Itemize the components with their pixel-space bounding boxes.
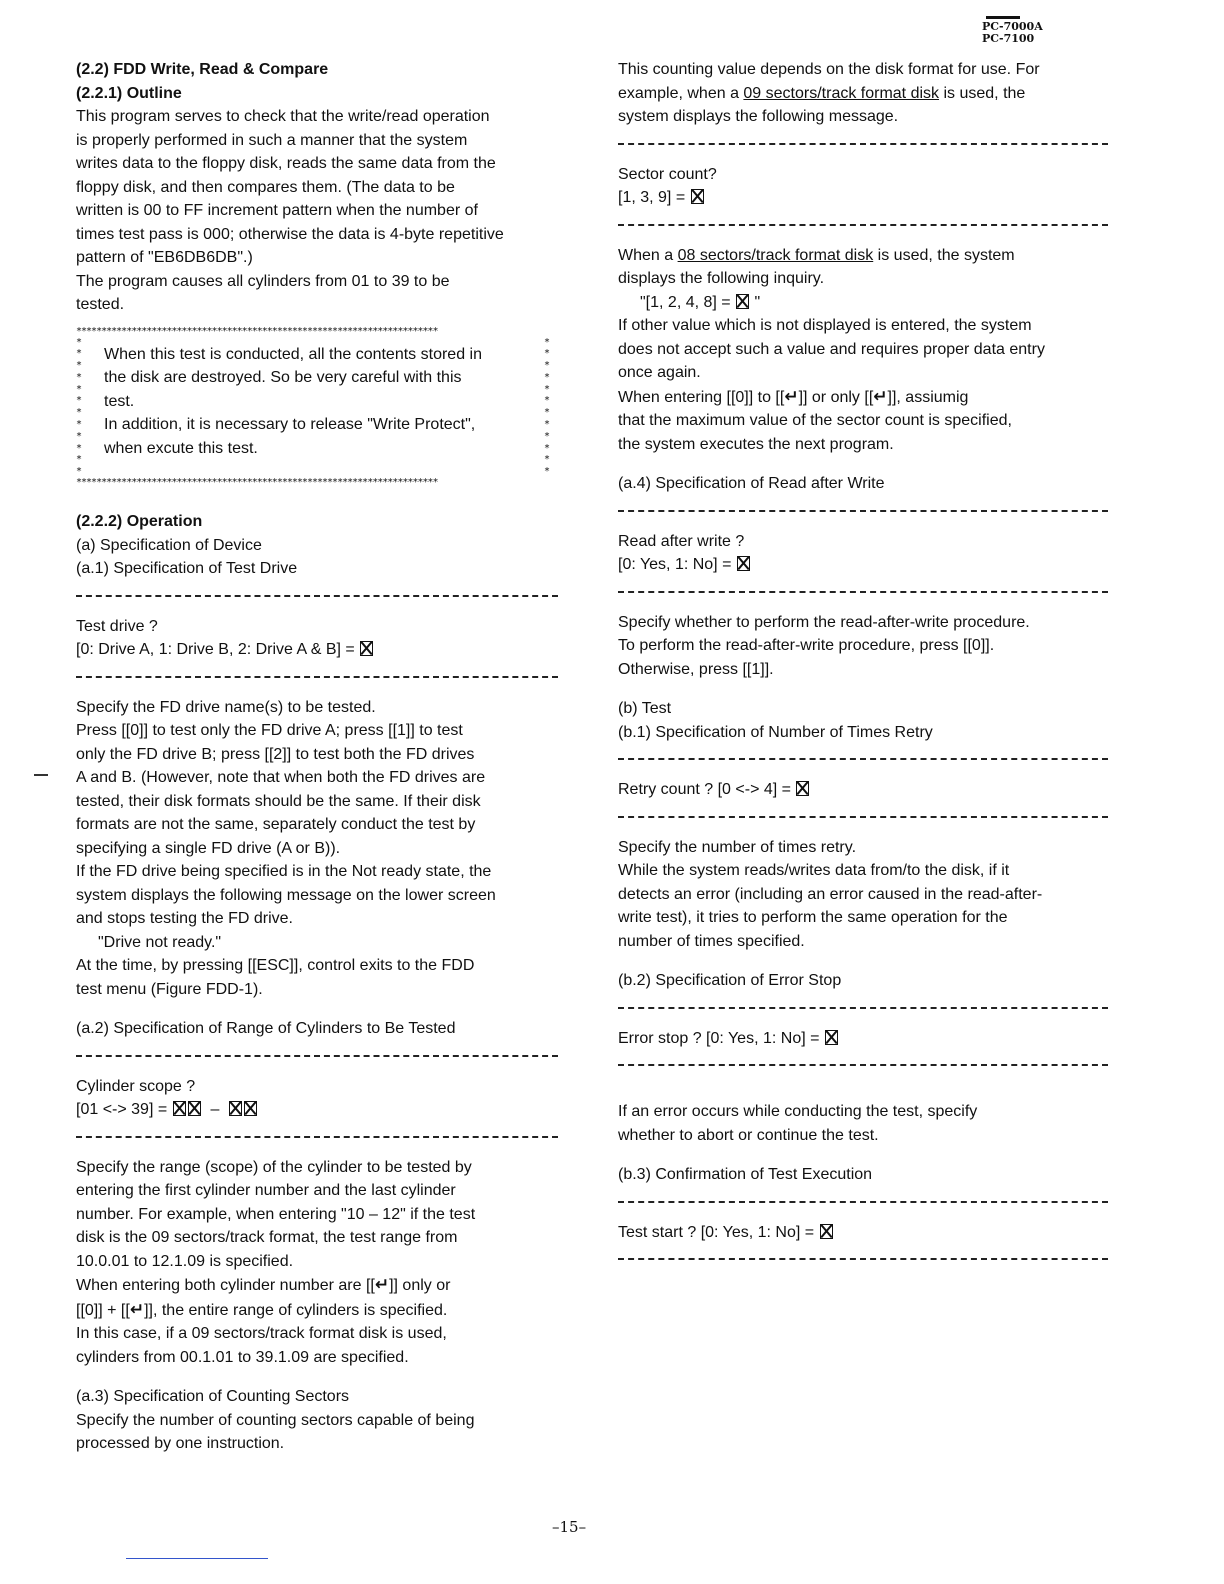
warning-border-right: * * * * * * * * * * * * <box>544 336 551 478</box>
screen-line: Retry count ? [0 <-> 4] = <box>618 781 791 798</box>
section-2-2-1-title: (2.2.1) Outline <box>76 84 182 102</box>
subsection-b1-title: (b.1) Specification of Number of Times Retry <box>618 723 933 741</box>
text-line: that the maximum value of the sector count is specified, <box>618 412 1012 429</box>
screen-line: [1, 3, 9] = <box>618 189 686 206</box>
cursor-box-icon <box>736 294 749 309</box>
footer-line <box>126 1558 268 1559</box>
cursor-box-icon <box>173 1101 186 1116</box>
text-line: pattern of "EB6DB6DB".) <box>76 249 253 266</box>
a1-text <box>76 696 558 1002</box>
enter-key-icon: ↵ <box>873 386 888 406</box>
screen-line: Sector count? <box>618 165 717 183</box>
screen-divider <box>618 758 1108 760</box>
screen-divider <box>76 676 558 678</box>
text-line: Specify the FD drive name(s) to be tested. <box>76 698 376 716</box>
outline-text <box>76 105 558 317</box>
warning-line: the disk are destroyed. So be very careful with this <box>104 369 462 386</box>
subsection-b-title: (b) Test <box>618 700 672 717</box>
model-line-2: PC-7100 <box>982 32 1035 45</box>
text-line: Specify whether to perform the read-after-write procedure. <box>618 613 1030 631</box>
right-column <box>618 58 1108 1278</box>
screen-line: Error stop ? [0: Yes, 1: No] = <box>618 1029 820 1047</box>
section-2-2-2-title: (2.2.2) Operation <box>76 513 203 531</box>
model-line-1: PC-7000A <box>982 20 1043 33</box>
text-line: times test pass is 000; otherwise the data is 4-byte repetitive <box>76 225 504 243</box>
margin-mark <box>34 774 48 776</box>
text-segment: [[0]] + [[ <box>76 1301 130 1319</box>
subsection-a1-title: (a.1) Specification of Test Drive <box>76 560 298 578</box>
text-line: This program serves to check that the write/read operation <box>76 108 490 125</box>
text-line: In this case, if a 09 sectors/track format disk is used, <box>76 1325 447 1343</box>
screen-divider <box>76 595 558 597</box>
screen-divider <box>618 591 1108 593</box>
text-line: and stops testing the FD drive. <box>76 910 293 928</box>
cursor-box-icon <box>737 556 750 571</box>
text-line: Specify the number of counting sectors capable of being <box>76 1411 475 1429</box>
text-line: To perform the read-after-write procedure, press [[0]]. <box>618 637 995 654</box>
text-line: floppy disk, and then compares them. (The data to be <box>76 178 455 196</box>
screen-divider <box>618 1258 1108 1260</box>
text-line: A and B. (However, note that when both the FD drives are <box>76 769 486 787</box>
text-segment: When entering [[0]] to [[ <box>618 388 785 406</box>
text-line: number of times specified. <box>618 932 805 950</box>
cursor-box-icon <box>229 1101 242 1116</box>
text-line: processed by one instruction. <box>76 1435 285 1453</box>
enter-key-icon: ↵ <box>129 1299 145 1319</box>
screen-line: Cylinder scope ? <box>76 1077 196 1095</box>
text-segment: When entering both cylinder number are [[ <box>76 1277 375 1295</box>
text-line: This counting value depends on the disk format for use. For <box>618 61 1040 78</box>
text-line: The program causes all cylinders from 01 to 39 to be <box>76 272 450 290</box>
subsection-a2-title: (a.2) Specification of Range of Cylinders to Be Tested <box>76 1020 456 1038</box>
screen-line: [01 <-> 39] = <box>76 1101 168 1119</box>
a2-text <box>76 1156 558 1370</box>
text-line: At the time, by pressing [[ESC]], control exits to the FDD <box>76 957 475 975</box>
warning-line: when excute this test. <box>104 439 258 457</box>
underlined-text: 08 sectors/track format disk <box>677 246 874 264</box>
text-line: writes data to the floppy disk, reads the same data from the <box>76 155 496 172</box>
text-line: cylinders from 00.1.01 to 39.1.09 are specified. <box>76 1348 409 1366</box>
screen-divider <box>618 1064 1108 1066</box>
text-line: displays the following inquiry. <box>618 270 825 287</box>
text-line: is properly performed in such a manner that the system <box>76 131 468 149</box>
text-segment: is used, the <box>939 84 1026 102</box>
screen-divider <box>618 510 1108 512</box>
text-line: whether to abort or continue the test. <box>618 1126 879 1144</box>
range-dash: – <box>210 1101 220 1119</box>
text-segment: ]] only or <box>389 1277 451 1295</box>
text-segment: When a <box>618 246 678 264</box>
model-header <box>982 16 1043 45</box>
cursor-box-icon <box>796 781 809 796</box>
screen-line: Test drive ? <box>76 617 158 635</box>
text-line: only the FD drive B; press [[2]] to test both the FD drives <box>76 745 475 763</box>
text-line: Otherwise, press [[1]]. <box>618 660 774 678</box>
screen-line: [0: Drive A, 1: Drive B, 2: Drive A & B] = <box>76 641 355 659</box>
screen-line: Test start ? [0: Yes, 1: No] = <box>618 1223 815 1241</box>
text-line: detects an error (including an error caused in the read-after- <box>618 885 1043 903</box>
subsection-a4-title: (a.4) Specification of Read after Write <box>618 475 885 492</box>
warning-box <box>76 327 558 489</box>
text-line: If the FD drive being specified is in the Not ready state, the <box>76 863 492 881</box>
page-number: –15– <box>552 1518 587 1536</box>
cursor-box-icon <box>360 641 373 656</box>
screen-divider <box>618 816 1108 818</box>
cursor-box-icon <box>188 1101 201 1116</box>
text-line: once again. <box>618 364 701 381</box>
screen-divider <box>76 1055 558 1057</box>
text-line: write test), it tries to perform the same operation for the <box>618 909 1008 926</box>
warning-border-top: ************************************************************************ <box>76 326 438 337</box>
warning-text <box>90 337 544 479</box>
text-line: Specify the range (scope) of the cylinder to be tested by <box>76 1158 472 1176</box>
text-line: entering the first cylinder number and the last cylinder <box>76 1182 456 1200</box>
screen-divider <box>618 143 1108 145</box>
text-line: Specify the number of times retry. <box>618 838 857 856</box>
screen-divider <box>76 1136 558 1138</box>
subsection-a3-title: (a.3) Specification of Counting Sectors <box>76 1388 350 1406</box>
text-segment: ]], the entire range of cylinders is specified. <box>144 1301 448 1319</box>
warning-line: When this test is conducted, all the contents stored in <box>104 345 482 363</box>
screen-divider <box>618 1201 1108 1203</box>
left-column <box>76 58 558 1456</box>
underlined-text: 09 sectors/track format disk <box>743 84 940 102</box>
text-line: Press [[0]] to test only the FD drive A; press [[1]] to test <box>76 722 463 740</box>
warning-line: test. <box>104 392 135 410</box>
screen-line: Read after write ? <box>618 532 745 550</box>
text-segment: example, when a <box>618 84 744 102</box>
text-line: tested. <box>76 296 125 313</box>
screen-divider <box>618 1007 1108 1009</box>
text-segment: "[1, 2, 4, 8] = <box>640 293 731 311</box>
text-line: the system executes the next program. <box>618 435 894 453</box>
text-line: formats are not the same, separately conduct the test by <box>76 816 476 834</box>
text-line: While the system reads/writes data from/to the disk, if it <box>618 862 1010 879</box>
text-line: disk is the 09 sectors/track format, the test range from <box>76 1229 458 1247</box>
text-line: test menu (Figure FDD-1). <box>76 980 263 998</box>
text-segment: is used, the system <box>873 246 1015 264</box>
text-line: If other value which is not displayed is entered, the system <box>618 317 1032 334</box>
subsection-a-title: (a) Specification of Device <box>76 536 262 554</box>
text-line: number. For example, when entering "10 – 12" if the test <box>76 1205 476 1223</box>
text-line: system displays the following message on the lower screen <box>76 886 496 904</box>
text-segment: ]], assiumig <box>887 388 969 406</box>
warning-border-left: * * * * * * * * * * * * <box>76 336 83 478</box>
cursor-box-icon <box>820 1224 833 1239</box>
screen-line: [0: Yes, 1: No] = <box>618 556 732 573</box>
subsection-b3-title: (b.3) Confirmation of Test Execution <box>618 1166 873 1183</box>
text-line: specifying a single FD drive (A or B)). <box>76 839 341 857</box>
enter-key-icon: ↵ <box>784 386 799 406</box>
text-line: 10.0.01 to 12.1.09 is specified. <box>76 1252 294 1270</box>
text-line: does not accept such a value and requires proper data entry <box>618 340 1045 358</box>
cursor-box-icon <box>244 1101 257 1116</box>
text-line: written is 00 to FF increment pattern when the number of <box>76 202 478 219</box>
enter-key-icon: ↵ <box>374 1275 390 1295</box>
warning-line: In addition, it is necessary to release "Write Protect", <box>104 416 476 433</box>
text-segment: ]] or only [[ <box>798 388 874 406</box>
cursor-box-icon <box>825 1030 838 1045</box>
warning-border-bottom: ************************************************************************ <box>76 478 438 489</box>
text-line: tested, their disk formats should be the same. If their disk <box>76 792 481 810</box>
section-2-2-title: (2.2) FDD Write, Read & Compare <box>76 61 329 78</box>
text-line: system displays the following message. <box>618 108 899 125</box>
message-text: "Drive not ready." <box>98 933 222 951</box>
screen-divider <box>618 224 1108 226</box>
subsection-b2-title: (b.2) Specification of Error Stop <box>618 972 842 989</box>
text-segment: " <box>754 293 761 311</box>
text-line: If an error occurs while conducting the test, specify <box>618 1103 978 1120</box>
header-rule <box>986 16 1020 19</box>
cursor-box-icon <box>691 189 704 204</box>
